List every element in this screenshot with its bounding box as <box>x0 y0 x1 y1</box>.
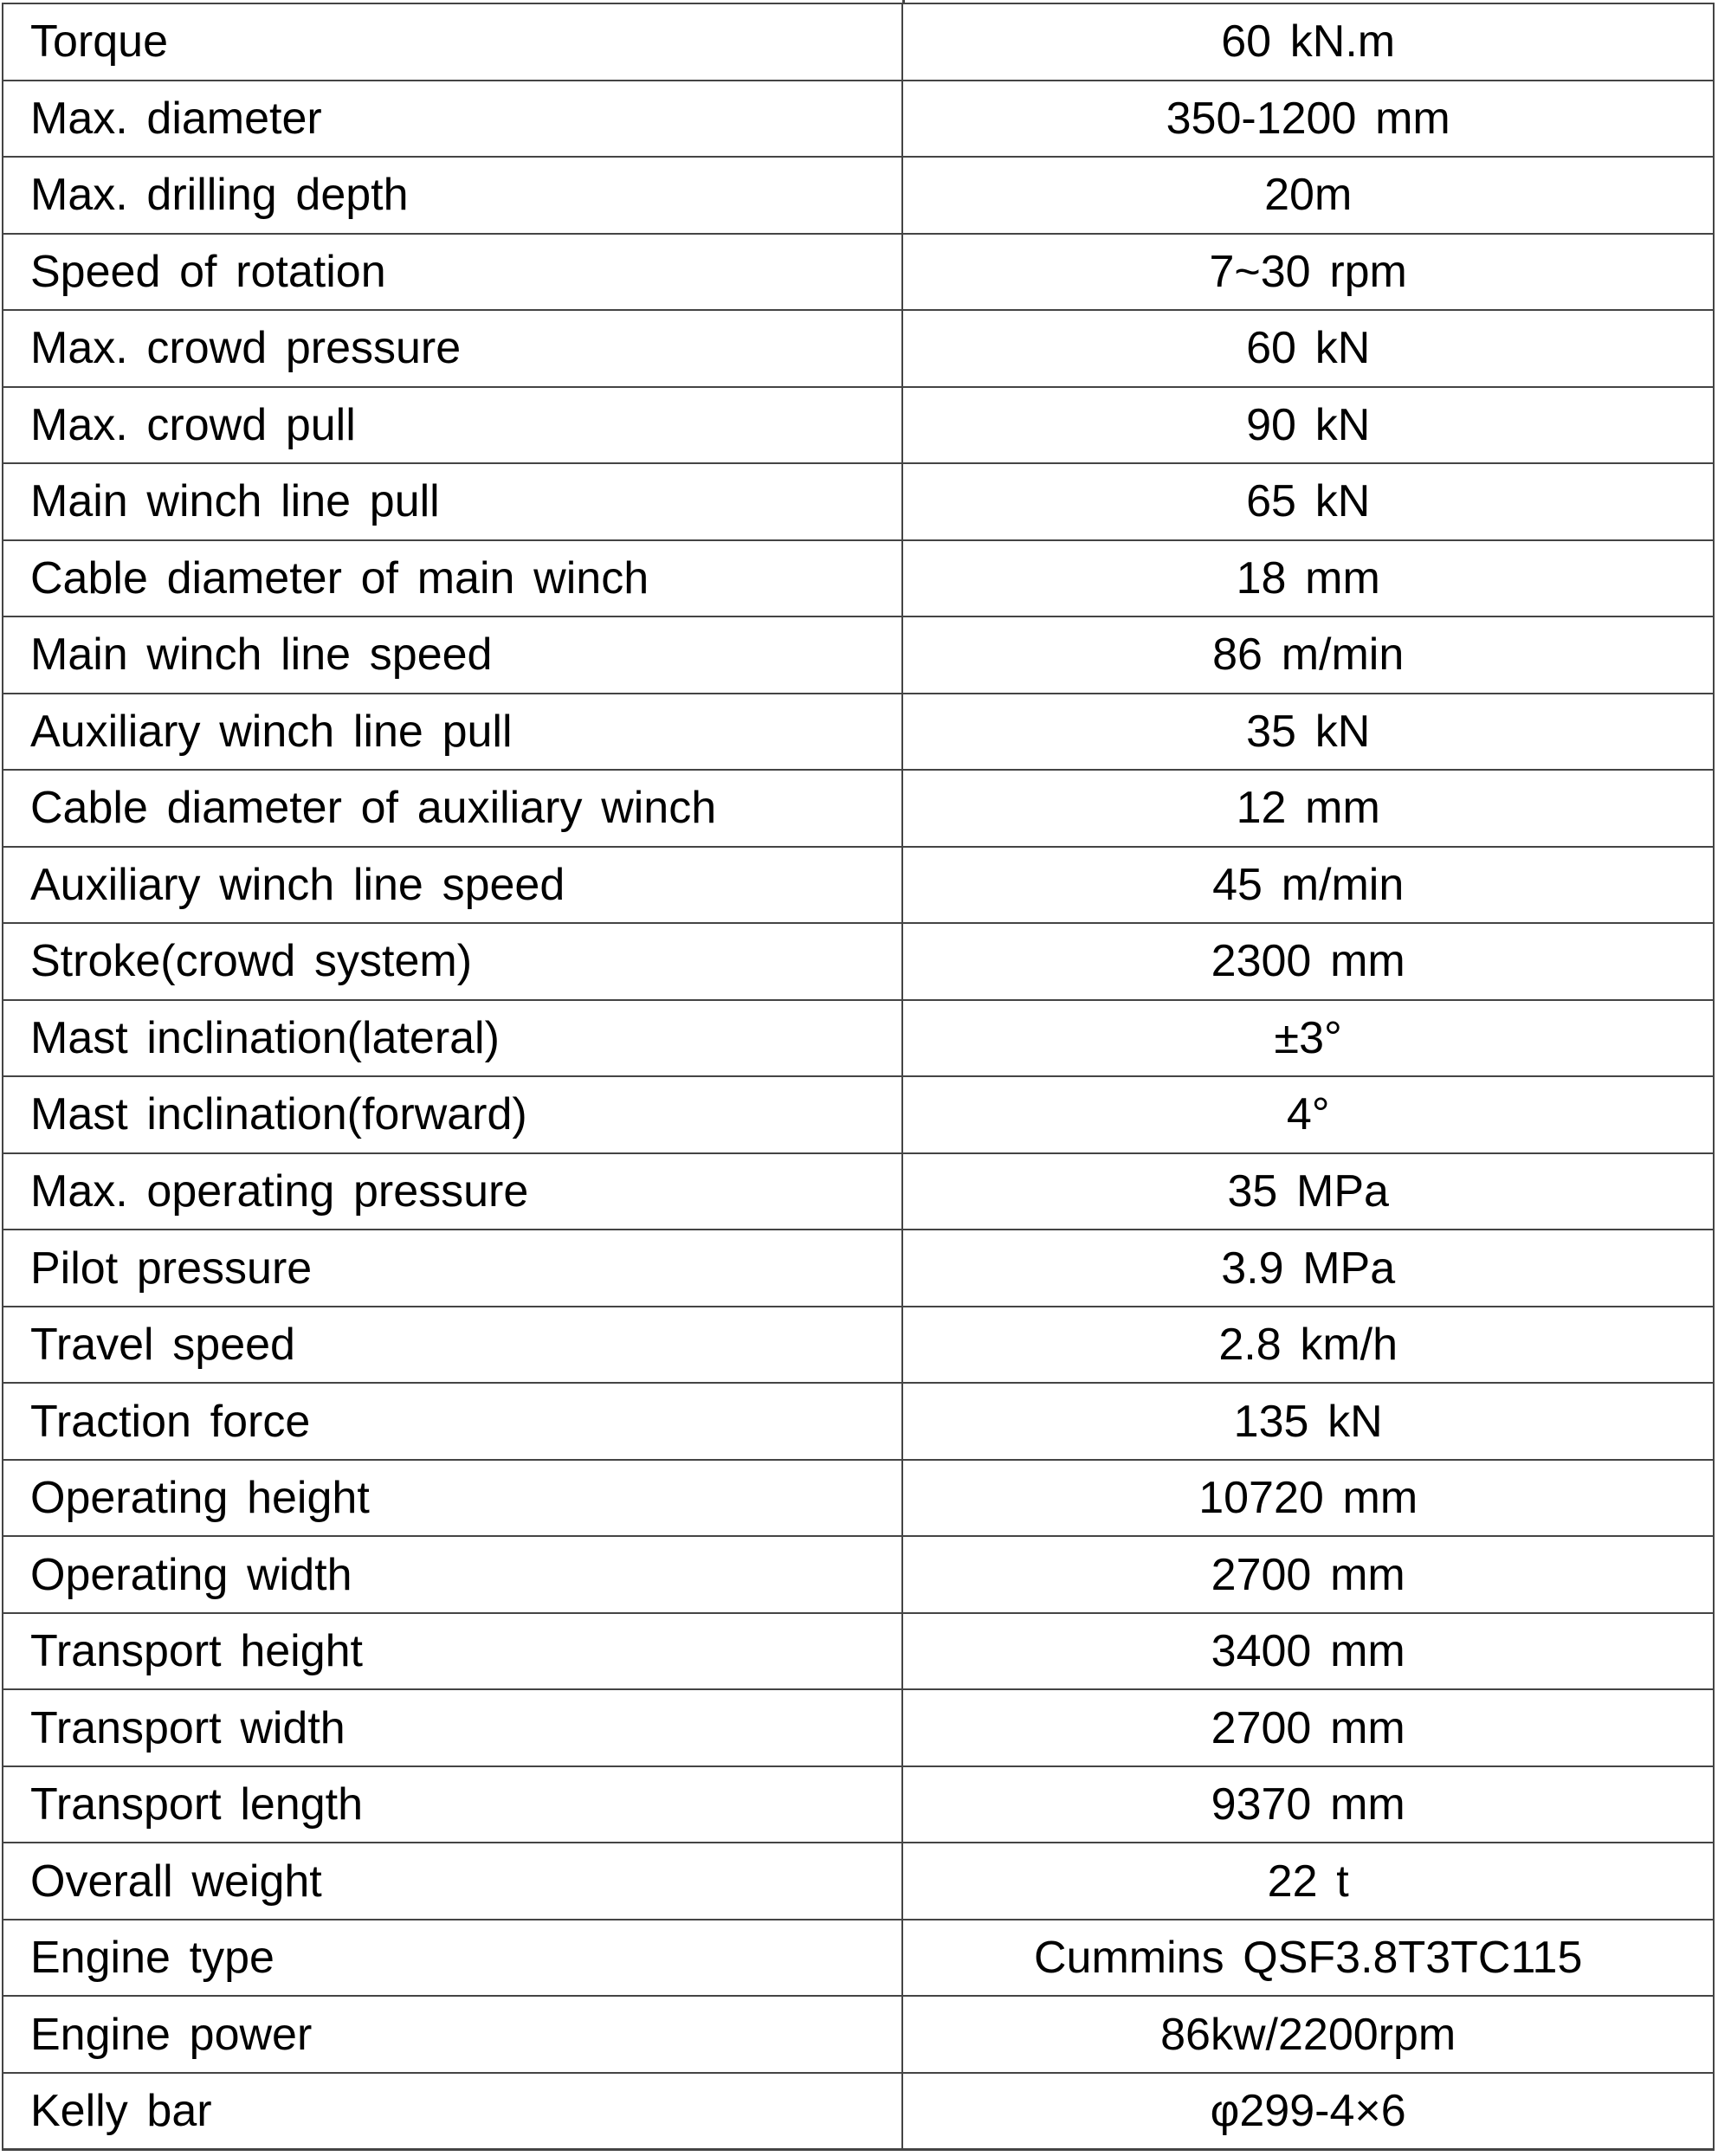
spec-row <box>3 2073 1714 2150</box>
spec-parameter-value: 4° <box>902 1076 1714 1153</box>
spec-parameter-label: Overall weight <box>3 1843 902 1920</box>
spec-parameter-label: Max. diameter <box>3 81 902 158</box>
spec-parameter-value: Cummins QSF3.8T3TC115 <box>902 1920 1714 1997</box>
spec-parameter-value: 35 MPa <box>902 1153 1714 1230</box>
spec-parameter-value: 10720 mm <box>902 1460 1714 1537</box>
spec-parameter-label: Traction force <box>3 1383 902 1460</box>
spec-parameter-value: 350-1200 mm <box>902 81 1714 158</box>
spec-parameter-label: Max. operating pressure <box>3 1153 902 1230</box>
spec-table-body <box>3 3 1714 2150</box>
spec-parameter-value: 86 m/min <box>902 616 1714 694</box>
spec-parameter-label: Engine type <box>3 1920 902 1997</box>
spec-row <box>3 1000 1714 1077</box>
spec-row <box>3 1230 1714 1307</box>
spec-parameter-label: Cable diameter of main winch <box>3 540 902 617</box>
spec-parameter-label: Engine power <box>3 1996 902 2073</box>
spec-parameter-label: Transport height <box>3 1613 902 1690</box>
spec-parameter-value: 2.8 km/h <box>902 1307 1714 1384</box>
spec-row <box>3 694 1714 771</box>
spec-row <box>3 1536 1714 1613</box>
spec-parameter-value: 7~30 rpm <box>902 234 1714 311</box>
spec-parameter-value: 2700 mm <box>902 1536 1714 1613</box>
spec-row <box>3 387 1714 464</box>
spec-parameter-label: Speed of rotation <box>3 234 902 311</box>
spec-row <box>3 923 1714 1000</box>
spec-row <box>3 770 1714 847</box>
spec-row <box>3 1307 1714 1384</box>
spec-parameter-value: ±3° <box>902 1000 1714 1077</box>
spec-parameter-label: Operating width <box>3 1536 902 1613</box>
spec-parameter-value: 60 kN <box>902 310 1714 387</box>
spec-row <box>3 616 1714 694</box>
spec-parameter-value: 20m <box>902 157 1714 234</box>
spec-parameter-value: φ299-4×6 <box>902 2073 1714 2150</box>
spec-parameter-label: Transport length <box>3 1766 902 1843</box>
spec-row <box>3 1920 1714 1997</box>
spec-parameter-label: Max. drilling depth <box>3 157 902 234</box>
spec-parameter-label: Stroke(crowd system) <box>3 923 902 1000</box>
spec-row <box>3 1996 1714 2073</box>
spec-parameter-label: Operating height <box>3 1460 902 1537</box>
spec-row <box>3 310 1714 387</box>
spec-row <box>3 1843 1714 1920</box>
spec-parameter-label: Auxiliary winch line speed <box>3 847 902 924</box>
spec-parameter-value: 12 mm <box>902 770 1714 847</box>
spec-parameter-label: Main winch line pull <box>3 463 902 540</box>
spec-parameter-label: Mast inclination(lateral) <box>3 1000 902 1077</box>
spec-parameter-value: 90 kN <box>902 387 1714 464</box>
spec-parameter-label: Max. crowd pressure <box>3 310 902 387</box>
spec-parameter-value: 60 kN.m <box>902 3 1714 81</box>
spec-parameter-label: Kelly bar <box>3 2073 902 2150</box>
spec-parameter-label: Main winch line speed <box>3 616 902 694</box>
spec-parameter-label: Torque <box>3 3 902 81</box>
spec-row <box>3 234 1714 311</box>
spec-row <box>3 540 1714 617</box>
spec-row <box>3 1689 1714 1766</box>
spec-parameter-label: Transport width <box>3 1689 902 1766</box>
spec-parameter-value: 3400 mm <box>902 1613 1714 1690</box>
spec-parameter-value: 22 t <box>902 1843 1714 1920</box>
spec-parameter-value: 35 kN <box>902 694 1714 771</box>
spec-parameter-value: 86kw/2200rpm <box>902 1996 1714 2073</box>
spec-parameter-label: Max. crowd pull <box>3 387 902 464</box>
spec-table <box>2 3 1715 2151</box>
spec-parameter-label: Pilot pressure <box>3 1230 902 1307</box>
spec-parameter-value: 135 kN <box>902 1383 1714 1460</box>
spec-row <box>3 1460 1714 1537</box>
spec-row <box>3 1766 1714 1843</box>
spec-parameter-value: 45 m/min <box>902 847 1714 924</box>
spec-row <box>3 847 1714 924</box>
spec-parameter-label: Mast inclination(forward) <box>3 1076 902 1153</box>
spec-row <box>3 1383 1714 1460</box>
spec-parameter-label: Travel speed <box>3 1307 902 1384</box>
spec-parameter-value: 65 kN <box>902 463 1714 540</box>
spec-parameter-value: 2700 mm <box>902 1689 1714 1766</box>
spec-parameter-value: 18 mm <box>902 540 1714 617</box>
spec-parameter-value: 2300 mm <box>902 923 1714 1000</box>
spec-parameter-label: Auxiliary winch line pull <box>3 694 902 771</box>
spec-parameter-value: 3.9 MPa <box>902 1230 1714 1307</box>
spec-row <box>3 157 1714 234</box>
spec-row <box>3 3 1714 81</box>
spec-row <box>3 1076 1714 1153</box>
spec-row <box>3 1613 1714 1690</box>
spec-row <box>3 81 1714 158</box>
spec-row <box>3 463 1714 540</box>
spec-parameter-value: 9370 mm <box>902 1766 1714 1843</box>
spec-parameter-label: Cable diameter of auxiliary winch <box>3 770 902 847</box>
spec-row <box>3 1153 1714 1230</box>
